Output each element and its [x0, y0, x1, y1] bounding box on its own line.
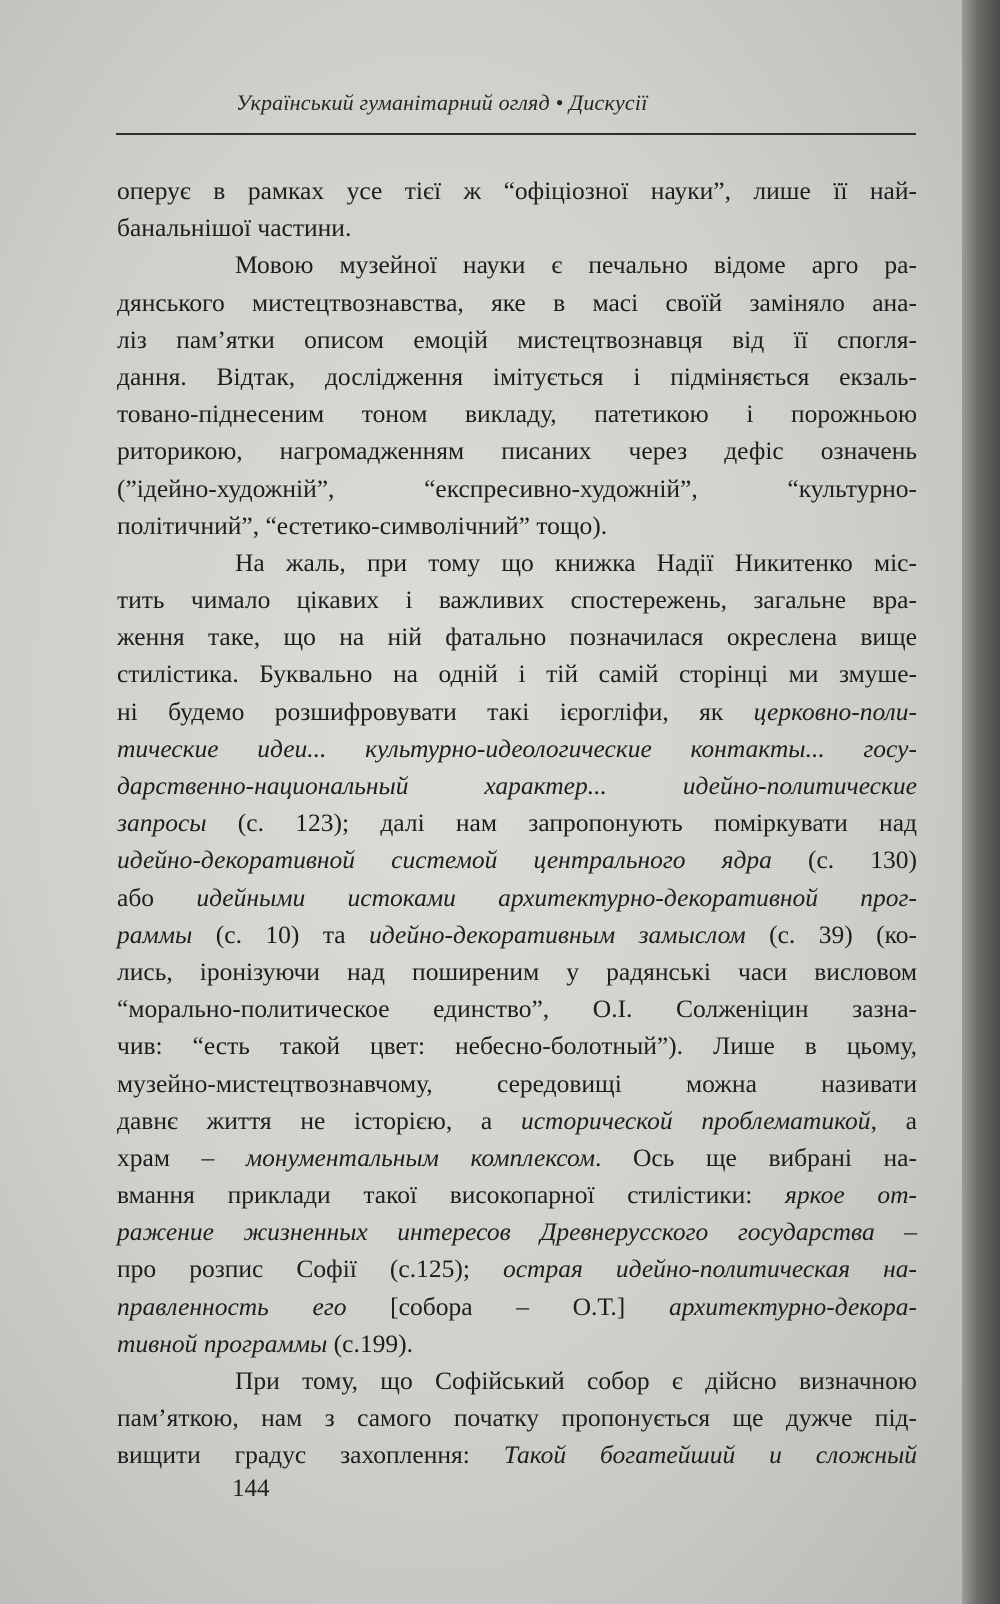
text-line — [117, 841, 917, 878]
text-segment: банальнішої частини. — [117, 213, 352, 243]
text-segment: При тому, що Софійський собор є дійсно визначною — [235, 1366, 917, 1395]
text-segment: політичний”, “естетико-символічний” тощо). — [117, 510, 608, 540]
text-segment: (с.199). — [327, 1328, 413, 1358]
text-segment: лись, іронізуючи над поширеним у радянські часи висловом — [117, 956, 917, 986]
text-line — [117, 432, 917, 469]
italic-quote: дарственно-национальный характер... идейно-политические — [117, 771, 917, 800]
text-line — [117, 470, 917, 507]
italic-quote: Такой богатейший и сложный — [503, 1440, 917, 1470]
text-line — [117, 581, 917, 618]
italic-quote: запросы — [117, 808, 207, 838]
text-line — [117, 618, 917, 655]
text-segment: вмання приклади такої високопарної стилістики: — [117, 1180, 786, 1210]
text-segment: ліз пам’ятки описом емоцій мистецтвознавця від її спогля- — [117, 324, 917, 354]
text-line — [117, 916, 917, 953]
text-segment: . Ось ще вибрані на- — [595, 1142, 917, 1172]
text-segment: дання. Відтак, дослідження імітується і підміняється екзаль- — [117, 361, 917, 391]
text-line — [117, 1436, 917, 1473]
page-number: 144 — [232, 1475, 270, 1502]
text-line — [117, 358, 917, 395]
text-segment: (”ідейно-художній”, “експресивно-художній”, “культурно- — [117, 473, 917, 503]
text-line — [117, 1288, 917, 1325]
italic-quote: идейными истоками архитектурно-декоративной прог- — [196, 882, 917, 912]
text-line — [117, 1176, 917, 1213]
italic-quote: исторической проблематикой — [520, 1105, 871, 1135]
text-line — [117, 1102, 917, 1139]
text-segment: , а — [870, 1105, 917, 1135]
text-segment: ження таке, що на ній фатально позначилася окреслена вище — [117, 622, 917, 652]
italic-quote: церковно-поли- — [753, 696, 917, 726]
body-text — [117, 172, 917, 1474]
italic-quote: острая идейно-политическая на- — [502, 1254, 917, 1284]
italic-quote: архитектурно-декора- — [668, 1291, 917, 1321]
text-line — [117, 246, 917, 283]
italic-quote: идейно-декоративной системой центрального ядра — [117, 845, 772, 875]
text-segment: давнє життя не історією, а — [117, 1105, 521, 1135]
text-line — [117, 1362, 917, 1399]
text-segment: про розпис Софії (с.125); — [117, 1254, 503, 1284]
text-segment: (с. 10) та — [192, 919, 370, 949]
text-line — [117, 693, 917, 730]
text-line — [117, 804, 917, 841]
text-segment: риторикою, нагромадженням писаних через дефіс означень — [117, 436, 917, 466]
text-line — [117, 767, 917, 804]
text-line — [117, 1325, 917, 1362]
text-segment: (с. 123); далі нам запропонують поміркувати над — [206, 808, 917, 838]
text-line — [117, 879, 917, 916]
header-rule — [116, 133, 916, 135]
italic-quote: ражение жизненных интересов Древнерусского государства — [117, 1217, 875, 1247]
text-segment: – — [874, 1217, 918, 1247]
italic-quote: яркое от- — [785, 1180, 917, 1210]
text-line — [117, 507, 917, 544]
text-line — [117, 172, 917, 209]
text-line — [117, 1399, 917, 1436]
text-segment: храм – — [117, 1142, 246, 1172]
text-segment: [собора – О.Т.] — [346, 1291, 669, 1321]
page-edge-shadow — [962, 0, 1000, 1604]
text-line — [117, 1027, 917, 1064]
text-line — [117, 1250, 917, 1287]
text-line — [117, 209, 917, 246]
text-line — [117, 321, 917, 358]
running-header: Український гуманітарний огляд • Дискусії — [236, 90, 648, 115]
text-segment: або — [117, 882, 197, 912]
text-segment: вищити градус захоплення: — [117, 1440, 504, 1470]
text-segment: “морально-политическое единство”, О.І. Солженіцин зазна- — [117, 994, 917, 1024]
italic-quote: идейно-декоративным замыслом — [369, 919, 746, 949]
italic-quote: тические идеи... культурно-идеологические контакты... госу- — [117, 733, 917, 763]
text-segment: стилістика. Буквально на одній і тій самій сторінці ми змуше- — [117, 659, 917, 689]
text-line — [117, 544, 917, 581]
text-segment: дянського мистецтвознавства, яке в масі своїй заміняло ана- — [117, 287, 917, 317]
text-line — [117, 990, 917, 1027]
italic-quote: раммы — [117, 919, 193, 949]
text-segment: На жаль, при тому що книжка Надії Никитенко міс- — [235, 547, 917, 577]
text-segment: тить чимало цікавих і важливих спостережень, загальне вра- — [117, 585, 917, 615]
text-segment: чив: “есть такой цвет: небесно-болотный”). Лише в цьому, — [117, 1031, 917, 1061]
text-segment: ні будемо розшифровувати такі ієрогліфи, як — [117, 696, 754, 726]
text-segment: оперує в рамках усе тієї ж “офіціозної науки”, лише її най- — [117, 176, 917, 205]
text-line — [117, 655, 917, 692]
text-line — [117, 1139, 917, 1176]
text-line — [117, 284, 917, 321]
italic-quote: тивной программы — [117, 1328, 328, 1358]
italic-quote: правленность его — [117, 1291, 347, 1321]
text-segment: пам’яткою, нам з самого початку пропонується ще дужче під- — [117, 1403, 917, 1433]
text-segment: (с. 39) (ко- — [745, 919, 917, 949]
text-line — [117, 395, 917, 432]
text-segment: музейно-мистецтвознавчому, середовищі можна називати — [117, 1068, 917, 1098]
text-segment: (с. 130) — [771, 845, 917, 875]
text-segment: товано-піднесеним тоном викладу, патетикою і порожньою — [117, 399, 917, 429]
text-segment: Мовою музейної науки є печально відоме арго ра- — [235, 250, 917, 280]
text-line — [117, 1065, 917, 1102]
italic-quote: монументальным комплексом — [245, 1142, 595, 1172]
text-line — [117, 730, 917, 767]
text-line — [117, 953, 917, 990]
text-line — [117, 1213, 917, 1250]
